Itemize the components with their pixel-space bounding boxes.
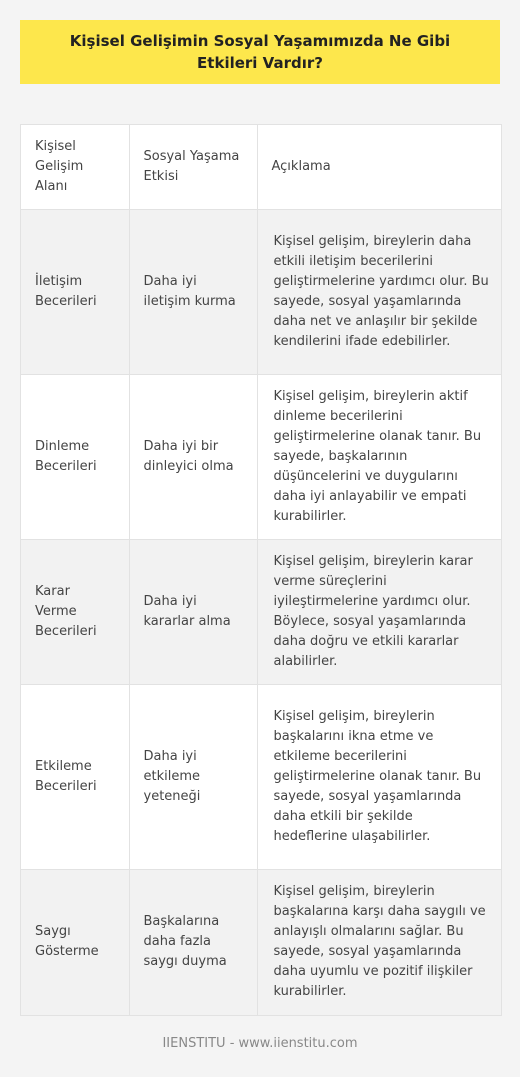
- cell-area: Etkileme Becerileri: [21, 685, 129, 870]
- cell-description: Kişisel gelişim, bireylerin başkalarını ikna etme ve etkileme becerilerini geliştirmelerine olanak tanır. Bu sayede, sosyal yaşamlarında daha etkili bir şekilde hedeflerine ulaşabilirler.: [257, 685, 501, 870]
- effects-table: [20, 124, 502, 1016]
- cell-area: Karar Verme Becerileri: [21, 540, 129, 685]
- cell-effect: Daha iyi kararlar alma: [129, 540, 257, 685]
- title-banner: [20, 20, 500, 84]
- page-title: Kişisel Gelişimin Sosyal Yaşamımızda Ne Gibi Etkileri Vardır?: [69, 32, 451, 72]
- table-row: [21, 375, 501, 540]
- table-header-row: [21, 125, 501, 210]
- cell-effect: Daha iyi etkileme yeteneği: [129, 685, 257, 870]
- cell-description: Kişisel gelişim, bireylerin aktif dinleme becerilerini geliştirmelerine olanak tanır. Bu sayede, başkalarının düşüncelerini ve duygularını daha iyi anlayabilir ve empati kurabilirler.: [257, 375, 501, 540]
- cell-effect: Daha iyi iletişim kurma: [129, 210, 257, 375]
- cell-area: Dinleme Becerileri: [21, 375, 129, 540]
- header-description: Açıklama: [257, 125, 501, 210]
- cell-description: Kişisel gelişim, bireylerin başkalarına karşı daha saygılı ve anlayışlı olmalarını sağlar. Bu sayede, sosyal yaşamlarında daha uyumlu ve pozitif ilişkiler kurabilirler.: [257, 870, 501, 1015]
- cell-description: Kişisel gelişim, bireylerin karar verme süreçlerini iyileştirmelerine yardımcı olur. Böylece, sosyal yaşamlarında daha doğru ve etkili kararlar alabilirler.: [257, 540, 501, 685]
- cell-area: İletişim Becerileri: [21, 210, 129, 375]
- cell-effect: Başkalarına daha fazla saygı duyma: [129, 870, 257, 1015]
- cell-description: Kişisel gelişim, bireylerin daha etkili iletişim becerilerini geliştirmelerine yardımcı olur. Bu sayede, sosyal yaşamlarında daha net ve anlaşılır bir şekilde kendilerini ifade edebilirler.: [257, 210, 501, 375]
- footer-credit: IIENSTITU - www.iienstitu.com: [162, 1036, 358, 1051]
- table-row: [21, 870, 501, 1015]
- header-effect: Sosyal Yaşama Etkisi: [129, 125, 257, 210]
- table-row: [21, 210, 501, 375]
- header-area: Kişisel Gelişim Alanı: [21, 125, 129, 210]
- cell-effect: Daha iyi bir dinleyici olma: [129, 375, 257, 540]
- table-row: [21, 540, 501, 685]
- table-row: [21, 685, 501, 870]
- cell-area: Saygı Gösterme: [21, 870, 129, 1015]
